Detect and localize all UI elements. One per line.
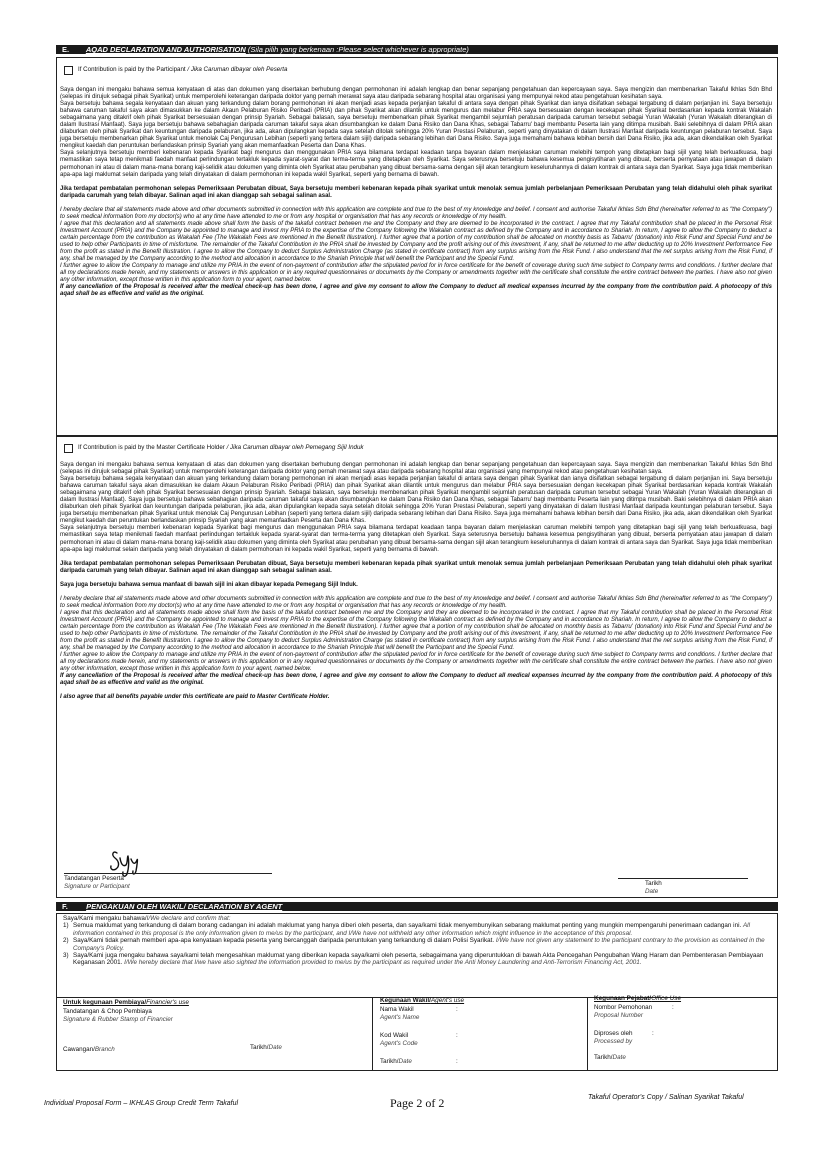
section-e-header <box>56 45 778 54</box>
footer-form-name: Individual Proposal Form – IKHLAS Group Credit Term Takaful <box>44 1100 239 1107</box>
agent-item-number: 2) <box>63 937 69 945</box>
agent-code-label-malay: Kod Wakil <box>380 1032 409 1039</box>
office-heading-malay: Kegunaan Pejabat/ <box>594 995 652 1002</box>
holder-malay-paragraph: Saya bersetuju bahawa segala kenyataan dan akuan yang terkandung dalam borang permohonan ini akan menjadi asas kepada perjanjian takaful di antara saya dengan pihak Syarikat dan ianya disifatkan sebagai tergabung di dalam perjanjian ini. Saya bersetuju bahawa caruman takaful saya akan dimasukkan ke dalam Akaun Pelaburan Risiko Peribadi (PRIA) dan pihak Syarikat akan dilantik untuk mengurus dan melabur PRIA saya bersesuaian dengan kecekapan pihak Syarikat berdasarkan kepada kontrak Wakalah sebagaimana yang ditakrif oleh pihak Syarikat bersesuaian dengan prinsip Syariah. Sebagai balasan, saya bersetuju membenarkan pihak Syarikat mengambil sejumlah peratusan daripada caruman tersebut sebagai Yuran Wakalah (Yuran Wakalah diterangkan di dalam Ilustrasi Manfaat). Saya juga bersetuju bahawa sebahagian daripada caruman takaful saya akan disumbangkan ke dalam Dana Risiko dan Dana Khas, sebagai Tabarru' bagi membantu Peserta lain yang ditimpa musibah. Baki selebihnya di dalam PRIA akan dilaburkan oleh pihak Syarikat dan keuntungan daripada pelaburan, jika ada, akan dipulangkan kepada saya setelah ditolak sehingga 20% Yuran Prestasi Pelaburan, seperti yang dinyatakan di dalam Ilustrasi Manfaat daripada keuntungan pelaburan tersebut. Saya juga bersetuju membenarkan pihak Syarikat untuk menolak Caj Pengurusan Lebihan (seperti yang tertera dalam sijil) daripada sebarang lebihan dari Dana Risiko. Saya juga memahami bahawa lebihan bersih dari Dana Risiko, jika ada, akan dikendalikan oleh Syarikat mengikut kaedah dan peruntukan berlandaskan prinsip Syariah yang akan memanfaatkan Peserta dan Dana Khas. <box>60 476 772 525</box>
section-e-subtitle: (Sila pilih yang berkenaan :Please select whichever is appropriate) <box>247 45 469 54</box>
participant-malay-paragraph: Saya selanjutnya bersetuju memberi kebenaran kepada Syarikat bagi mengurus dan menggunakan PRIA saya bilamana terdapat keadaan tanpa bayaran dalam menjelaskan caruman melebihi tempoh yang ditetapkan bagi sijil yang telah berkuatkuasa, bagi memastikan saya tetap menikmati faedah manfaat perlindungan tertakluk kepada syarat-syarat dan terma-terma yang ditetapkan oleh Syarikat. Saya seterusnya bersetuju bahawa kesemua pengisytiharan yang dibuat, berserta pernyataan atau jawapan di dalam permohonan ini atau di dalam mana-mana borang kaji-selidik atau dokumen yang diminta oleh Syarikat atau perubahan yang dibuat bersama-sama dengan sijil akan terangkum keseluruhannya di dalam kontrak di antara saya dan Syarikat. Saya juga tidak memberikan apa-apa lagi maklumat selain daripada yang telah dinyatakan di dalam permohonan ini kepada wakil Syarikat, seperti yang bernama di bawah. <box>60 150 772 178</box>
participant-date-line <box>618 878 748 879</box>
holder-malay-cancellation: Jika terdapat pembatalan permohonan selepas Pemeriksaan Perubatan dibuat, Saya bersetuju memberi kebenaran kepada pihak syarikat untuk menolak semua jumlah perbelanjaan Pemeriksaan Perubatan yang telah didahului oleh pihak syarikat daripada carumah yang telah dibayar. Salinan aqad ini akan dianggap sah sebagai salinan asal. <box>60 560 772 574</box>
participant-signature-label <box>64 875 130 891</box>
financier-signature-label-malay: Tandatangan & Chop Pembiaya <box>63 1008 152 1015</box>
financier-branch-label-en: Branch <box>94 1046 115 1053</box>
holder-english-benefits: I also agree that all benefits payable under this certificate are paid to Master Certificate Holder. <box>60 694 330 701</box>
holder-option-label <box>78 444 363 451</box>
office-processed-label <box>594 1030 633 1046</box>
office-heading-en: Office Use <box>651 995 682 1002</box>
agent-item-text-en: I/We have not given any statement to the participant contrary to the provision as contained in the Company's Policy. <box>73 937 765 952</box>
participant-date-label-en: Date <box>645 888 659 895</box>
agent-item-number: 1) <box>63 922 69 930</box>
agent-item-text: Saya/Kami tidak pernah memberi apa-apa kenyataan kepada peserta yang bercanggah daripada peruntukan yang terkandung di dalam Polisi Syarikat. <box>73 937 495 945</box>
office-proposal-label-en: Proposal Number <box>594 1012 643 1019</box>
section-e-letter: E. <box>62 45 70 54</box>
section-f-title: PENGAKUAN OLEH WAKIL/ DECLARATION BY AGENT <box>86 902 283 911</box>
financier-branch-label-malay: Cawangan/ <box>63 1046 95 1053</box>
financier-date-label-malay: Tarikh/ <box>250 1044 269 1051</box>
agent-date-colon: : <box>456 1058 458 1065</box>
agent-item <box>63 937 773 952</box>
office-date-label-malay: Tarikh/ <box>594 1054 613 1061</box>
participant-malay-paragraph: Saya bersetuju bahawa segala kenyataan dan akuan yang terkandung dalam borang permohonan ini akan menjadi asas kepada perjanjian takaful di antara saya dengan pihak Syarikat dan ianya disifatkan sebagai tergabung di dalam perjanjian ini. Saya bersetuju bahawa caruman takaful saya akan dimasukkan ke dalam Akaun Pelaburan Risiko Peribadi (PRIA) dan pihak Syarikat akan dilantik untuk mengurus dan melabur PRIA saya bersesuaian dengan kecekapan pihak Syarikat berdasarkan kepada kontrak Wakalah sebagaimana yang ditakrif oleh pihak Syarikat bersesuaian dengan prinsip Syariah. Sebagai balasan, saya bersetuju membenarkan pihak Syarikat mengambil sejumlah peratusan daripada caruman tersebut sebagai Yuran Wakalah (Yuran Wakalah diterangkan di dalam Ilustrasi Manfaat). Saya juga bersetuju bahawa sebahagian daripada caruman takaful saya akan disumbangkan ke dalam Dana Risiko dan Dana Khas, sebagai Tabarru' bagi membantu Peserta lain yang ditimpa musibah. Baki selebihnya di dalam PRIA akan dilaburkan oleh pihak Syarikat dan keuntungan daripada pelaburan, jika ada, akan dipulangkan kepada saya setelah ditolak sehingga 20% Yuran Prestasi Pelaburan, seperti yang dinyatakan di dalam Ilustrasi Manfaat daripada keuntungan pelaburan tersebut. Saya juga bersetuju membenarkan pihak Syarikat untuk menolak Caj Pengurusan Lebihan (seperti yang tertera dalam sijil) daripada sebarang lebihan dari Dana Risiko. Saya juga memahami bahawa lebihan bersih dari Dana Risiko, jika ada, akan dikendalikan oleh Syarikat mengikut kaedah dan peruntukan berlandaskan prinsip Syariah yang akan memanfaatkan Peserta dan Dana Khas. <box>60 101 772 150</box>
participant-malay-paragraph: Saya dengan ini mengaku bahawa semua kenyataan di atas dan dokumen yang disertakan berhubung dengan permohonan ini adalah lengkap dan benar sepanjang pengetahuan dan kepercayaan saya. Saya mengizin dan membenarkan Takaful Ikhlas Sdn Bhd (selepas ini dirujuk sebagai pihak Syarikat) untuk memperolehi keterangan daripada doktor yang pernah merawat saya atau daripada sebarang hospital atau organisasi yang mempunyai rekod atau pengetahuan kesihatan saya. <box>60 87 772 101</box>
holder-english-paragraph: I hereby declare that all statements made above and other documents submitted in connection with this application are complete and true to the best of my knowledge and belief. I consent and authorise Takaful Ikhlas Sdn Bhd (hereinafter referred to as "the Company") to seek medical information from my doctor(s) who at any time have attended to me or from any hospital or organisation that has any records or knowledge of my health. <box>60 595 772 609</box>
agent-intro-en: I/We declare and confirm that: <box>146 915 231 922</box>
agent-code-label-en: Agent's Code <box>380 1040 418 1047</box>
participant-option-checkbox[interactable] <box>64 66 73 75</box>
holder-option-checkbox[interactable] <box>64 444 73 453</box>
participant-date-label-malay: Tarikh <box>645 880 662 887</box>
participant-malay-cancellation: Jika terdapat pembatalan permohonan selepas Pemeriksaan Perubatan dibuat, Saya bersetuju memberi kebenaran kepada pihak syarikat untuk menolak semua jumlah perbelanjaan Pemeriksaan Perubatan yang telah didahului oleh pihak syarikat daripada carumah yang telah dibayar. Salinan aqad ini akan dianggap sah sebagai salinan asal. <box>60 185 772 199</box>
participant-option-label <box>78 66 287 73</box>
holder-english-cancellation: If any cancellation of the Proposal is received after the medical check-up has been done, I agree and give my consent to allow the Company to deduct all medical expenses incurred by the company from the contribution paid. A photocopy of this aqad shall be as effective and valid as the original. <box>60 673 772 687</box>
agent-name-label-en: Agent's Name <box>380 1014 420 1021</box>
financier-heading-malay: Untuk kegunaan Pembiaya/ <box>63 999 147 1006</box>
agent-heading-en: Agent's use <box>430 997 465 1004</box>
financier-date-label-en: Date <box>268 1044 282 1051</box>
agent-item-text: Semua maklumat yang terkandung di dalam borang cadangan ini adalah maklumat yang hanya diberi oleh peserta, dan saya/kami tidak menyembunyikan sebarang maklumat penting yang mungkin mempengaruhi penerimaan cadangan ini. <box>73 922 742 930</box>
holder-malay-paragraph: Saya selanjutnya bersetuju memberi kebenaran kepada Syarikat bagi mengurus dan menggunakan PRIA saya bilamana terdapat keadaan tanpa bayaran dalam menjelaskan caruman melebihi tempoh yang ditetapkan bagi sijil yang telah berkuatkuasa, bagi memastikan saya tetap menikmati faedah manfaat perlindungan tertakluk kepada syarat-syarat dan terma-terma yang ditetapkan oleh Syarikat. Saya seterusnya bersetuju bahawa kesemua pengisytiharan yang dibuat, berserta pernyataan atau jawapan di dalam permohonan ini atau di dalam mana-mana borang kaji-selidik atau dokumen yang diminta oleh Syarikat atau perubahan yang dibuat bersama-sama dengan sijil akan terangkum keseluruhannya di dalam kontrak di antara saya dan Syarikat. Saya juga tidak memberikan apa-apa lagi maklumat selain daripada yang telah dinyatakan di dalam permohonan ini kepada wakil Syarikat, seperti yang bernama di bawah. <box>60 525 772 553</box>
participant-english-cancellation: If any cancellation of the Proposal is received after the medical check-up has been done, I agree and give my consent to allow the Company to deduct all medical expenses incurred by the company from the contribution paid. A photocopy of this aqad shall be as effective and valid as the original. <box>60 284 772 298</box>
agent-item <box>63 952 773 967</box>
holder-option-label-malay: / Jika Caruman dibayar oleh Pemegang Sijil Induk <box>226 444 364 451</box>
participant-english-paragraph: I hereby declare that all statements made above and other documents submitted in connection with this application are complete and true to the best of my knowledge and belief. I consent and authorise Takaful Ikhlas Sdn Bhd (hereinafter referred to as "the Company") to seek medical information from my doctor(s) who at any time have attended to me or from any hospital or organisation that has any records or knowledge of my health. <box>60 206 772 220</box>
participant-signature-label-malay: Tandatangan Peserta <box>64 875 124 882</box>
agent-name-colon: : <box>456 1006 458 1013</box>
participant-signature-label-en: Signature or Participant <box>64 883 130 890</box>
office-heading <box>594 995 681 1002</box>
agent-item-text: Saya/Kami juga mengaku bahawa saya/kami telah mengesahkan maklumat yang diberikan kepada saya/kami oleh peserta, sebagaimana yang diperuntukkan di bawah Akta Pencegahan Pengubahan Wang Haram dan Pembenterasan Pembiayaan Keganasan 2001. <box>73 952 764 967</box>
participant-declaration-text <box>60 87 772 298</box>
holder-option-label-en: If Contribution is paid by the Master Certificate Holder <box>78 444 225 451</box>
agent-date-label-malay: Tarikh/ <box>380 1058 399 1065</box>
office-date-label-en: Date <box>612 1054 626 1061</box>
agent-date-label <box>380 1058 412 1065</box>
office-proposal-label-malay: Nombor Pemohonan <box>594 1004 653 1011</box>
holder-english-paragraph: I further agree to allow the Company to manage and utilize my PRIA in the event of non-payment of contribution after the stipulated period for in force certificate for the benefit of coverage during such time subject to Company terms and conditions. I further declare that all my declarations made herein, and my statements or answers in this application or in any required questionnaires or documents by the Company or amendments together with the certificate shall constitute the entire contract between the parties. I have also not given any other information, except those written in this application form to your agent, named below. <box>60 652 772 673</box>
agent-name-label-malay: Nama Wakil <box>380 1006 414 1013</box>
agent-date-label-en: Date <box>398 1058 412 1065</box>
footer-page-number: Page 2 of 2 <box>390 1096 445 1110</box>
participant-option-label-malay: / Jika Caruman dibayar oleh Peserta <box>187 66 288 73</box>
financier-heading <box>63 999 189 1006</box>
office-processed-colon: : <box>652 1030 654 1037</box>
holder-malay-benefits: Saya juga bersetuju bahawa semua manfaat di bawah sijil ini akan dibayar kepada Pemegang Sijil Induk. <box>60 581 358 588</box>
office-processed-label-en: Processed by <box>594 1038 633 1045</box>
financier-signature-label-en: Signature & Rubber Stamp of Financier <box>63 1016 173 1023</box>
participant-date-label <box>645 880 662 896</box>
participant-english-paragraph: I agree that this declaration and all statements made above shall form the basis of the takaful contract between me and the Company and they are deemed to be incorporated in the contract. I agree that my Takaful contribution shall be placed in the Personal Risk Investment Account (PRIA) and the Company be appointed to manage and invest my PRIA to the expertise of the Company following the Wakalah contract as defined by the Company and in accordance to Shariah. In return, I agree to allow the Company to deduct a certain percentage from the contribution as Wakalah Fee (The Wakalah Fees are mentioned in the Benefit Illustration). I further agree that a portion of my contribution shall be allocated on monthly basis as Tabarru' (donation) into Risk Fund and Special Fund and be used to help other Participants in time of misfortune. The remainder of the Takaful Contribution in the PRIA shall be invested by Company and the profit arising out of this investment, if any, shall be returned to me after deducting up to 20% Investment Performance Fee from the profit as stated in the Benefit Illustration. I agree to allow the Company to deduct Surplus Administration Charge (as stated in certificate contract) from any surplus arising from the Risk Fund. I also understand that the net surplus arising from the Risk Fund, if any, shall be managed by the Company according to the method and allocation in accordance to the Shariah Principle that will benefit the Participant and the Special Fund. <box>60 220 772 263</box>
office-proposal-colon: : <box>672 1004 674 1011</box>
financier-signature-label <box>63 1008 173 1024</box>
bottom-grid-divider <box>587 997 588 1071</box>
section-f-header <box>56 902 778 911</box>
agent-item-text-en: All information contained in this proposal is the only information given to me/us by the participant, and I/We have not withheld any other information which might influence in the acceptance of this proposal. <box>73 922 750 937</box>
participant-english-paragraph: I further agree to allow the Company to manage and utilize my PRIA in the event of non-payment of contribution after the stipulated period for in force certificate for the benefit of coverage during such time subject to Company terms and conditions. I further declare that all my declarations made herein, and my statements or answers in this application or in any required questionnaires or documents by the Company or amendments together with the certificate shall constitute the entire contract between the parties. I have also not given any other information, except those written in this application form to your agent, named below. <box>60 263 772 284</box>
agent-code-label <box>380 1032 418 1048</box>
holder-malay-paragraph: Saya dengan ini mengaku bahawa semua kenyataan di atas dan dokumen yang disertakan berhubung dengan permohonan ini adalah lengkap dan benar sepanjang pengetahuan dan kepercayaan saya. Saya mengizin dan membenarkan Takaful Ikhlas Sdn Bhd (selepas ini dirujuk sebagai pihak Syarikat) untuk memperolehi keterangan daripada doktor yang pernah merawat saya atau daripada sebarang hospital atau organisasi yang mempunyai rekod atau pengetahuan kesihatan saya. <box>60 462 772 476</box>
agent-code-colon: : <box>456 1032 458 1039</box>
office-date-label <box>594 1054 626 1061</box>
section-e-title: AQAD DECLARATION AND AUTHORISATION <box>85 45 246 54</box>
section-f-letter: F. <box>62 902 68 911</box>
holder-english-paragraph: I agree that this declaration and all statements made above shall form the basis of the takaful contract between me and the Company and they are deemed to be incorporated in the contract. I agree that my Takaful contribution shall be placed in the Personal Risk Investment Account (PRIA) and the Company be appointed to manage and invest my PRIA to the expertise of the Company following the Wakalah contract as defined by the Company and in accordance to Shariah. In return, I agree to allow the Company to deduct a certain percentage from the contribution as Wakalah Fee (The Wakalah Fees are mentioned in the Benefit Illustration). I further agree that a portion of my contribution shall be allocated on monthly basis as Tabarru' (donation) into Risk Fund and Special Fund and be used to help other Participants in time of misfortune. The remainder of the Takaful Contribution in the PRIA shall be invested by Company and the profit arising out of this investment, if any, shall be returned to me after deducting up to 20% Investment Performance Fee from the profit as stated in the Benefit Illustration. I agree to allow the Company to deduct Surplus Administration Charge (as stated in certificate contract) from any surplus arising from the Risk Fund. I also understand that the net surplus arising from the Risk Fund, if any, shall be managed by the Company according to the method and allocation in accordance to the Shariah Principle that will benefit the Participant and the Special Fund. <box>60 609 772 652</box>
agent-heading <box>380 997 464 1004</box>
office-proposal-label <box>594 1004 652 1020</box>
financier-date-label <box>250 1044 282 1051</box>
agent-heading-malay: Kegunaan Wakil/ <box>380 997 431 1004</box>
agent-item-number: 3) <box>63 952 69 960</box>
financier-heading-en: Financier's use <box>146 999 189 1006</box>
agent-declaration <box>63 915 773 967</box>
agent-item-text-en: I/We hereby declare that I/we have also sighted the information provided to me/us by the participant as required under the Anti Money Laundering and Anti-Terrorism Financing Act, 2001. <box>124 959 642 967</box>
holder-declaration-text <box>60 462 772 701</box>
agent-intro: Saya/Kami mengaku bahawa/ <box>63 915 147 922</box>
footer-copy-label: Takaful Operator's Copy / Salinan Syarikat Takaful <box>588 1094 744 1101</box>
agent-item <box>63 922 773 937</box>
financier-branch-label <box>63 1046 115 1053</box>
participant-option-label-en: If Contribution is paid by the Participant <box>78 66 186 73</box>
bottom-grid-divider <box>372 997 373 1071</box>
participant-signature-line <box>64 873 272 874</box>
agent-name-label <box>380 1006 419 1022</box>
office-processed-label-malay: Diproses oleh <box>594 1030 633 1037</box>
